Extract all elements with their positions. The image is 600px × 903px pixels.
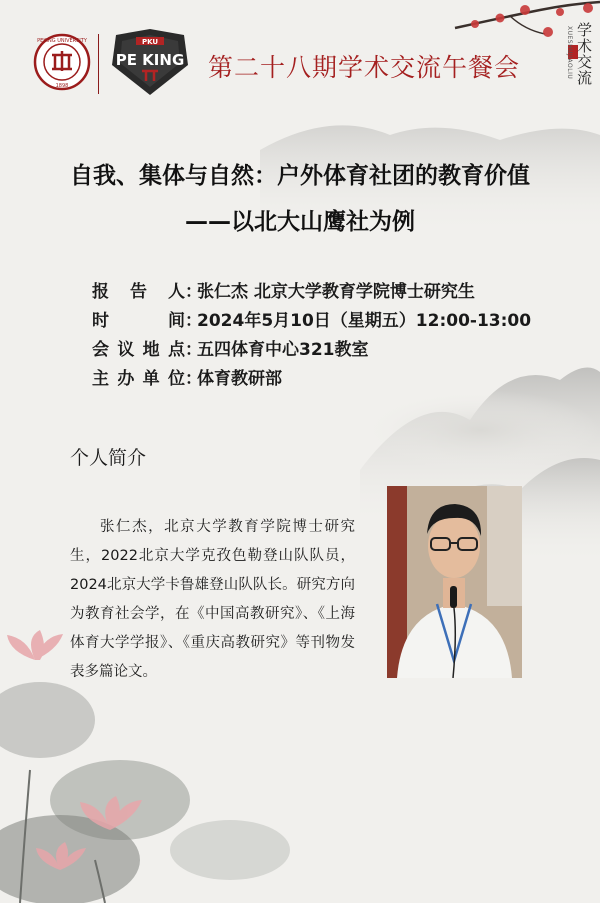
info-value: 体育教研部 bbox=[197, 369, 282, 389]
info-colon: ： bbox=[185, 369, 202, 389]
info-row bbox=[92, 307, 572, 336]
info-colon: ： bbox=[185, 311, 202, 331]
logo-divider bbox=[98, 34, 99, 94]
info-value: 张仁杰 北京大学教育学院博士研究生 bbox=[197, 282, 475, 302]
seal-chinese: 学术交流 bbox=[575, 22, 593, 86]
pe-king-logo bbox=[106, 27, 194, 97]
pk-logo-wordmark: PE KING bbox=[115, 51, 185, 69]
info-label: 主 办 单 位 bbox=[92, 369, 185, 389]
talk-info bbox=[92, 278, 572, 394]
bio-text: 张仁杰，北京大学教育学院博士研究生，2022北京大学克孜色勒登山队队员，2024北京大学卡鲁雄登山队队长。研究方向为教育社会学，在《中国高教研究》、《上海体育大学学报》、《重庆高教研究》等刊物发表多篇论文。 bbox=[70, 519, 355, 680]
seal-pinyin: XUESHUJIAOLIU bbox=[566, 26, 573, 80]
event-title: 第二十八期学术交流午餐会 bbox=[208, 53, 521, 82]
info-label: 会 议 地 点 bbox=[92, 340, 185, 360]
info-row bbox=[92, 278, 572, 307]
info-label: 时 间 bbox=[92, 311, 185, 331]
speaker-photo bbox=[387, 486, 522, 678]
talk-title-line-2: ——以北大山鹰社为例 bbox=[185, 209, 415, 235]
info-label: 报 告 人 bbox=[92, 282, 185, 302]
bio-heading: 个人简介 bbox=[70, 447, 147, 469]
pk-logo-badge: PKU bbox=[141, 38, 159, 46]
info-value: 五四体育中心321教室 bbox=[197, 340, 369, 360]
pku-logo-year: 1898 bbox=[55, 83, 69, 89]
talk-title-line-1: 自我、集体与自然：户外体育社团的教育价值 bbox=[70, 163, 530, 189]
academic-exchange-seal bbox=[566, 10, 594, 98]
info-colon: ： bbox=[185, 282, 202, 302]
peking-university-seal-logo bbox=[33, 33, 91, 91]
info-value: 2024年5月10日（星期五）12:00-13:00 bbox=[197, 311, 532, 331]
info-row bbox=[92, 365, 572, 394]
info-row bbox=[92, 336, 572, 365]
pku-logo-text: PEKING UNIVERSITY bbox=[37, 38, 87, 44]
info-colon: ： bbox=[185, 340, 202, 360]
